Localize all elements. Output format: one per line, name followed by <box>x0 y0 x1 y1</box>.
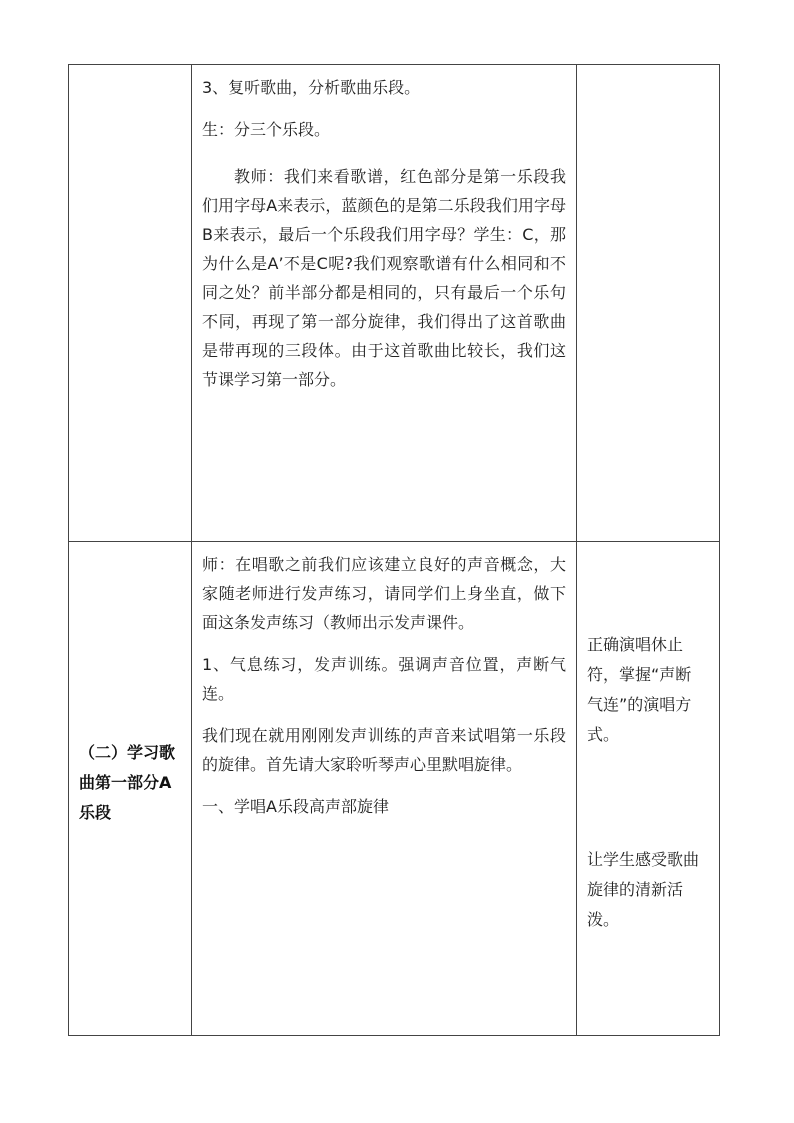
table-row <box>69 65 720 542</box>
table-row <box>69 542 720 1036</box>
content-paragraph: 1、气息练习，发声训练。强调声音位置，声断气连。 <box>202 655 566 703</box>
content-paragraph: 3、复听歌曲，分析歌曲乐段。 <box>202 78 421 97</box>
stage-cell <box>69 542 192 1036</box>
content-paragraph: 我们现在就用刚刚发声训练的声音来试唱第一乐段的旋律。首先请大家聆听琴声心里默唱旋律。 <box>202 726 566 774</box>
note-text: 正确演唱休止符，掌握“声断气连”的演唱方式。 <box>587 635 692 744</box>
content-cell <box>192 542 577 1036</box>
content-cell <box>192 65 577 542</box>
content-paragraph: 教师：我们来看歌谱，红色部分是第一乐段我们用字母A来表示，蓝颜色的是第二乐段我们用字母B来表示，最后一个乐段我们用字母？学生：C，那为什么是A’不是C呢?我们观察歌谱有什么相同和不同之处？前半部分都是相同的，只有最后一个乐句不同，再现了第一部分旋律，我们得出了这首歌曲是带再现的三段体。由于这首歌曲比较长，我们这节课学习第一部分。 <box>202 167 566 389</box>
note-cell-empty <box>577 65 720 542</box>
note-cell <box>577 542 720 1036</box>
content-paragraph: 师：在唱歌之前我们应该建立良好的声音概念，大家随老师进行发声练习，请同学们上身坐直，做下面这条发声练习（教师出示发声课件。 <box>202 555 566 632</box>
stage-label: （二）学习歌曲第一部分A乐段 <box>79 742 176 822</box>
lesson-plan-table <box>68 64 720 1036</box>
note-text: 让学生感受歌曲旋律的清新活泼。 <box>587 850 700 929</box>
content-paragraph: 生：分三个乐段。 <box>202 120 331 139</box>
content-paragraph: 一、学唱A乐段高声部旋律 <box>202 797 389 816</box>
stage-cell-empty <box>69 65 192 542</box>
